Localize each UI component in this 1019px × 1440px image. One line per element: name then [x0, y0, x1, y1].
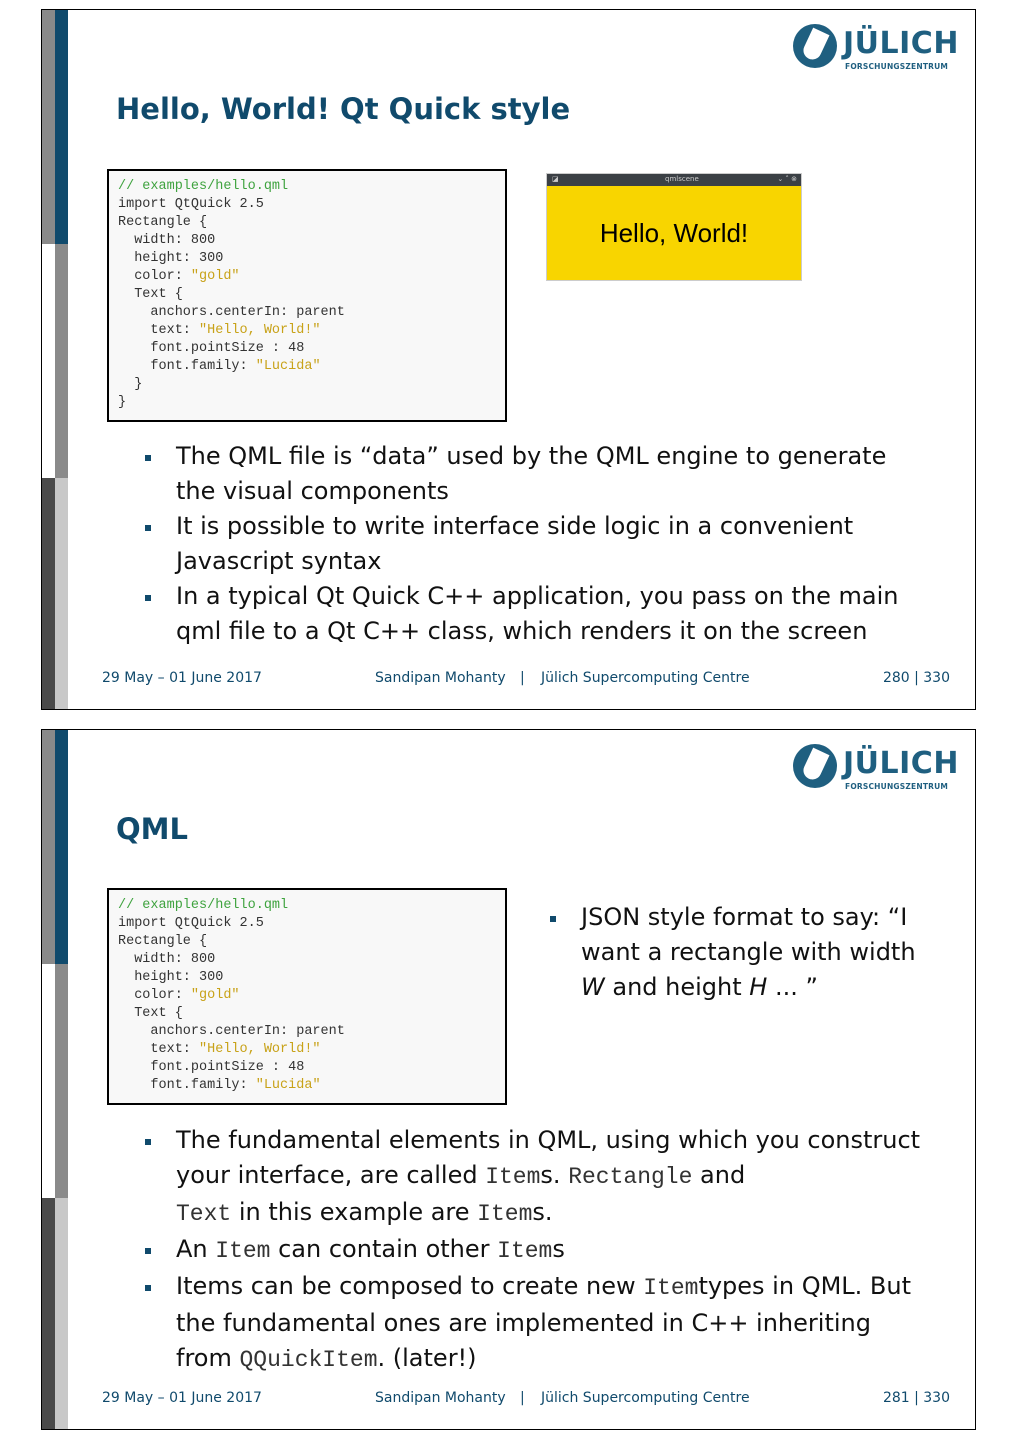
slide-281 — [41, 729, 976, 1430]
code-line: font.family: "Lucida" — [118, 359, 321, 374]
code-line: text: "Hello, World!" — [118, 323, 321, 338]
code-line: // examples/hello.qml — [118, 179, 289, 194]
page-number: 281 | 330 — [882, 1390, 950, 1406]
code-line: } — [118, 377, 143, 392]
sidebar-stripe — [42, 10, 68, 709]
logo-subtitle: FORSCHUNGSZENTRUM — [845, 782, 949, 791]
list-item: JSON style format to say: “I want a rectangle with width W and height H ... ” — [547, 900, 927, 1005]
window-titlebar — [547, 174, 801, 186]
qt-window-preview — [546, 173, 802, 281]
code-line: Rectangle { — [118, 934, 208, 949]
page-number: 280 | 330 — [882, 670, 950, 686]
code-line: color: "gold" — [118, 988, 240, 1003]
julich-logo-icon — [793, 24, 837, 68]
code-line: anchors.centerIn: parent — [118, 1024, 345, 1039]
footer-date: 29 May – 01 June 2017 — [102, 1390, 262, 1406]
code-line: Text { — [118, 287, 183, 302]
code-line: width: 800 — [118, 952, 216, 967]
bullet-list — [142, 439, 912, 649]
code-line: color: "gold" — [118, 269, 240, 284]
list-item: The fundamental elements in QML, using which you construct your interface, are called Items. Rectangle and Text in this example are Items. — [142, 1123, 932, 1232]
code-line: font.pointSize : 48 — [118, 341, 305, 356]
julich-logo-icon — [793, 744, 837, 788]
list-item: The QML file is “data” used by the QML engine to generate the visual components — [142, 439, 912, 509]
list-item: An Item can contain other Items — [142, 1232, 932, 1269]
code-line: width: 800 — [118, 233, 216, 248]
slide-280 — [41, 9, 976, 710]
julich-logo — [793, 24, 959, 76]
code-block — [107, 888, 507, 1105]
footer-org: Jülich Supercomputing Centre — [541, 670, 750, 686]
app-icon: ◪ — [552, 175, 559, 183]
code-line: // examples/hello.qml — [118, 898, 289, 913]
footer-author: Sandipan Mohanty — [375, 670, 506, 686]
code-line: font.pointSize : 48 — [118, 1060, 305, 1075]
code-line: height: 300 — [118, 970, 224, 985]
footer-author: Sandipan Mohanty — [375, 1390, 506, 1406]
footer-org: Jülich Supercomputing Centre — [541, 1390, 750, 1406]
logo-subtitle: FORSCHUNGSZENTRUM — [845, 62, 949, 71]
code-line: import QtQuick 2.5 — [118, 916, 264, 931]
slide-title: Hello, World! Qt Quick style — [116, 92, 571, 126]
code-block — [107, 169, 507, 422]
list-item: It is possible to write interface side logic in a convenient Javascript syntax — [142, 509, 912, 579]
window-title: qmlscene — [665, 175, 699, 183]
julich-logo — [793, 744, 959, 796]
code-line: Rectangle { — [118, 215, 208, 230]
code-line: anchors.centerIn: parent — [118, 305, 345, 320]
sidebar-stripe — [42, 730, 68, 1429]
code-line: } — [118, 395, 127, 410]
code-line: text: "Hello, World!" — [118, 1042, 321, 1057]
side-bullet-list — [547, 900, 927, 1005]
slide-title: QML — [116, 812, 188, 846]
window-controls-icon[interactable]: ⌄ ˄ ⊗ — [777, 175, 797, 183]
code-line: import QtQuick 2.5 — [118, 197, 264, 212]
logo-wordmark: JÜLICH — [843, 746, 959, 781]
preview-text: Hello, World! — [599, 218, 749, 248]
code-line: font.family: "Lucida" — [118, 1078, 321, 1093]
code-line: height: 300 — [118, 251, 224, 266]
footer-separator: | — [520, 670, 525, 686]
list-item: In a typical Qt Quick C++ application, you pass on the main qml file to a Qt C++ class, which renders it on the screen — [142, 579, 912, 649]
footer-date: 29 May – 01 June 2017 — [102, 670, 262, 686]
bullet-list — [142, 1123, 932, 1378]
list-item: Items can be composed to create new Itemtypes in QML. But the fundamental ones are implemented in C++ inheriting from QQuickItem. (later!) — [142, 1269, 932, 1378]
code-line: Text { — [118, 1006, 183, 1021]
footer-separator: | — [520, 1390, 525, 1406]
logo-wordmark: JÜLICH — [843, 26, 959, 61]
